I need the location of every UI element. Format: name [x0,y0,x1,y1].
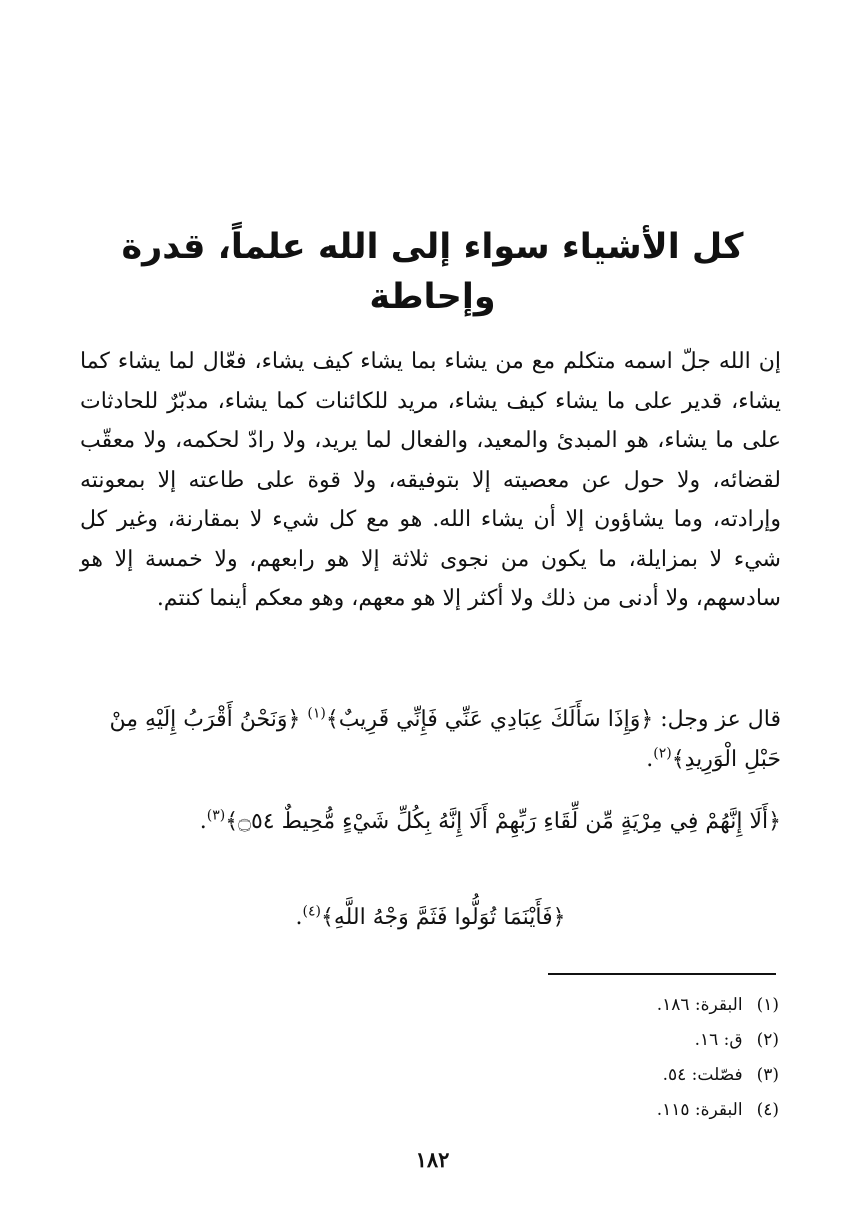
page-title: كل الأشياء سواء إلى الله علماً، قدرة وإحاطة [121,227,744,317]
footnote-number: (٤) [756,1100,779,1120]
footnotes-list [479,988,779,1128]
footnote-text: فصّلت: ٥٤. [662,1065,743,1085]
footnote-divider [548,973,776,975]
footnote-ref-4: (٤) [302,903,321,920]
footnote-ref-3: (٣) [206,807,226,824]
footnote-number: (٣) [756,1065,779,1085]
page-number: ١٨٢ [415,1147,450,1172]
footnote-ref-1: (١) [307,705,326,722]
footnote-item [479,1023,779,1058]
quran-verse-1: ﴿وَإِذَا سَأَلَكَ عِبَادِي عَنِّي فَإِنِّي قَرِيبٌ﴾ [325,707,654,732]
footnote-ref-2: (٢) [653,745,672,762]
quote-intro: قال عز وجل: [660,707,781,732]
footnote-number: (١) [756,995,779,1015]
quran-verse-4: ﴿فَأَيْنَمَا تُوَلُّوا فَثَمَّ وَجْهُ اللَّهِ﴾ [320,905,566,930]
footnote-text: ق: ١٦. [694,1030,743,1050]
footnote-text: البقرة: ١١٥. [656,1100,743,1120]
quran-verse-3: ﴿أَلَا إِنَّهُمْ فِي مِرْيَةٍ مِّن لِّقَاءِ رَبِّهِمْ أَلَا إِنَّهُ بِكُلِّ شَيْءٍ مُّحِيطٌ ۝٥٤﴾ [225,809,781,834]
quran-quote-3: ﴿فَأَيْنَمَا تُوَلُّوا فَثَمَّ وَجْهُ اللَّهِ﴾$^{(٤)}$. [295,903,566,930]
footnote-number: (٢) [756,1030,779,1050]
footnote-text: البقرة: ١٨٦. [656,995,743,1015]
footnote-item [479,1093,779,1128]
quran-verse-2: ﴿وَنَحْنُ أَقْرَبُ إِلَيْهِ مِنْ حَبْلِ الْوَرِيدِ﴾ [109,707,781,772]
footnote-item [479,988,779,1023]
quran-quote-1: قال عز وجل: ﴿وَإِذَا سَأَلَكَ عِبَادِي عَنِّي فَإِنِّي قَرِيبٌ﴾$^{(١)}$ ﴿وَنَحْنُ أَقْرَبُ إِلَيْهِ مِنْ حَبْلِ الْوَرِيدِ﴾$^{(٢)}$. [109,705,781,772]
body-paragraph: إن الله جلّ اسمه متكلم مع من يشاء بما يشاء كيف يشاء، فعّال لما يشاء كما يشاء، قدير على ما يشاء كيف يشاء، مريد للكائنات كما يشاء، مدبّرٌ للحادثات على ما يشاء، هو المبدئ والمعيد، والفعال لما يريد، ولا رادّ لحكمه، ولا معقّب لقضائه، ولا حول عن معصيته إلا بتوفيقه، ولا قوة على طاعته إلا بمعونته وإرادته، وما يشاؤون إلا أن يشاء الله. هو مع كل شيء لا بمقارنة، وغير كل شيء لا بمزايلة، ما يكون من نجوى ثلاثة إلا هو رابعهم، ولا خمسة إلا هو سادسهم، ولا أدنى من ذلك ولا أكثر إلا هو معهم، وهو معكم أينما كنتم. [80,349,781,611]
footnote-item [479,1058,779,1093]
quran-quote-2: ﴿أَلَا إِنَّهُمْ فِي مِرْيَةٍ مِّن لِّقَاءِ رَبِّهِمْ أَلَا إِنَّهُ بِكُلِّ شَيْءٍ مُّحِيطٌ ۝٥٤﴾$^{(٣)}$. [199,807,781,834]
